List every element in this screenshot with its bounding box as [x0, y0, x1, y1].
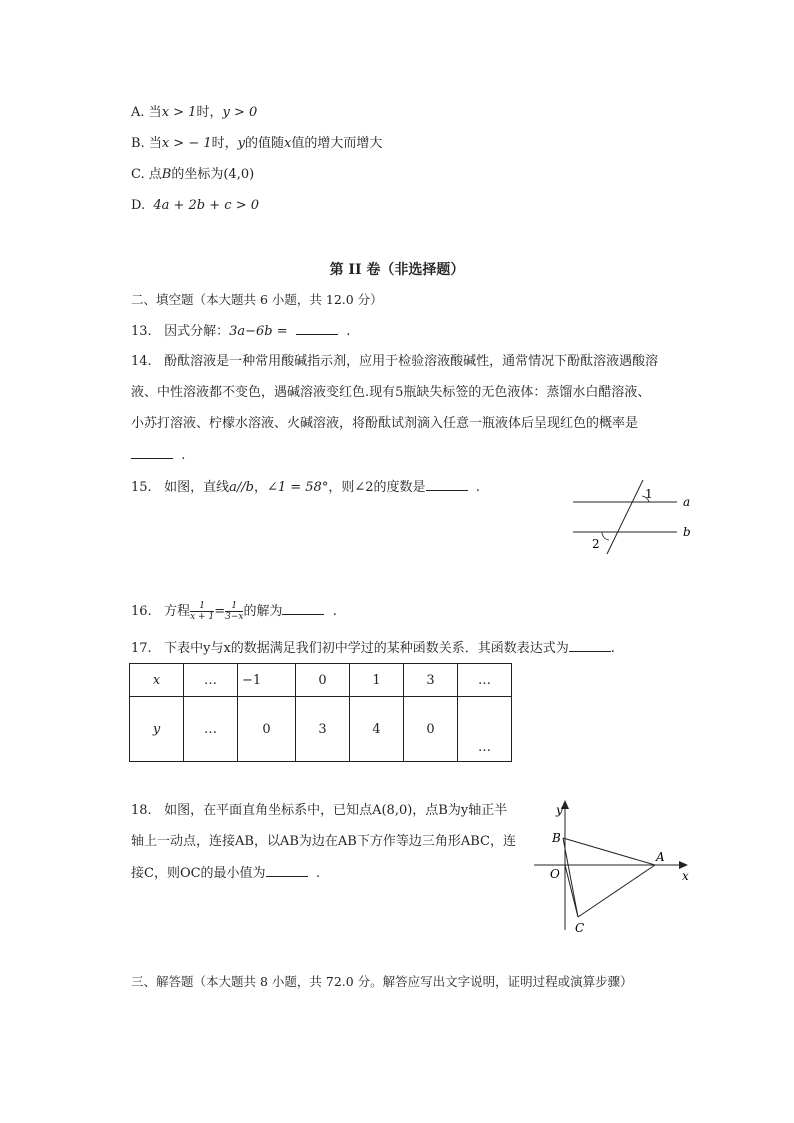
coordinate-figure [530, 796, 695, 936]
point-b-label: B [552, 831, 561, 845]
transversal-line [607, 480, 643, 554]
segment-ab [563, 838, 655, 865]
option-c: C. 点B的坐标为(4,0) [131, 167, 255, 182]
question-14-line3: 小苏打溶液、柠檬水溶液、火碱溶液，将酚酞试剂滴入任意一瓶液体后呈现红色的概率是 [131, 416, 639, 431]
question-17: 17. 下表中y与x的数据满足我们初中学过的某种函数关系．其函数表达式为 . [131, 641, 615, 656]
answer-blank [426, 478, 468, 491]
segment-ac [578, 865, 655, 917]
function-table [129, 663, 512, 762]
question-18-line1: 18. 如图，在平面直角坐标系中，已知点A(8,0)，点B为y轴正半 [131, 803, 508, 818]
fraction-2: $\frac{1}{3-x}$ [225, 601, 244, 622]
answer-blank [266, 864, 308, 877]
table-cell: −1 [238, 664, 296, 697]
question-15: 15. 如图，直线a//b，∠1 = 58°，则∠2的度数是 . [131, 480, 480, 495]
question-14-line2: 液、中性溶液都不变色，遇碱溶液变红色.现有5瓶缺失标签的无色液体：蒸馏水白醋溶液、 [131, 385, 651, 400]
origin-label: O [550, 867, 560, 881]
table-cell: 3 [296, 697, 350, 762]
table-cell: 4 [350, 697, 404, 762]
fraction-1: $\frac{1}{x + 1}$ [190, 601, 215, 622]
answer-blank [296, 322, 338, 335]
question-18-line3: 接C，则OC的最小值为 . [131, 866, 320, 881]
table-cell: 0 [404, 697, 458, 762]
question-14-line1: 14. 酚酞溶液是一种常用酸碱指示剂，应用于检验溶液酸碱性，通常情况下酚酞溶液遇酸溶 [131, 354, 659, 369]
question-16: 16. 方程 $\frac{1}{x + 1}$ = $\frac{1}{3-x}$ 的解为 . [131, 601, 337, 622]
table-cell: x [130, 664, 184, 697]
segment-oc [565, 865, 578, 917]
table-cell: 0 [238, 697, 296, 762]
point-a-label: A [656, 850, 665, 864]
option-d: D. 4a + 2b + c > 0 [131, 198, 259, 213]
parallel-lines-figure [565, 478, 700, 556]
angle-1-label: 1 [645, 487, 653, 501]
table-cell: … [184, 664, 238, 697]
table-cell: … [184, 697, 238, 762]
table-cell: y [130, 697, 184, 762]
option-a: A. 当x > 1时，y > 0 [131, 105, 258, 120]
question-13: 13. 因式分解：3a−6b = . [131, 324, 351, 339]
option-b: B. 当x > − 1时，y的值随x值的增大而增大 [131, 136, 383, 151]
section3-heading: 三、解答题（本大题共 8 小题，共 72.0 分。解答应写出文字说明，证明过程或演算步骤） [131, 974, 633, 989]
question-18-line2: 轴上一动点，连接AB，以AB为边在AB下方作等边三角形ABC，连 [131, 834, 516, 849]
table-cell: 3 [404, 664, 458, 697]
table-cell: 1 [350, 664, 404, 697]
line-a-label: a [683, 495, 691, 509]
answer-blank [131, 446, 173, 459]
question-14-line4: . [131, 446, 185, 465]
angle-2-arc [602, 532, 609, 540]
table-cell: 0 [296, 664, 350, 697]
angle-2-label: 2 [592, 537, 600, 551]
table-row-x [130, 664, 512, 697]
table-cell: … [458, 697, 512, 762]
line-b-label: b [683, 525, 691, 539]
y-axis-label: y [556, 803, 563, 817]
table-cell: … [458, 664, 512, 697]
x-axis-label: x [682, 869, 689, 883]
x-axis-arrow [679, 861, 688, 869]
table-row-y [130, 697, 512, 762]
point-c-label: C [575, 921, 585, 935]
answer-blank [282, 602, 324, 615]
part2-title: 第 II 卷（非选择题） [329, 262, 465, 278]
answer-blank [569, 639, 611, 652]
section2-heading: 二、填空题（本大题共 6 小题，共 12.0 分） [131, 292, 383, 307]
